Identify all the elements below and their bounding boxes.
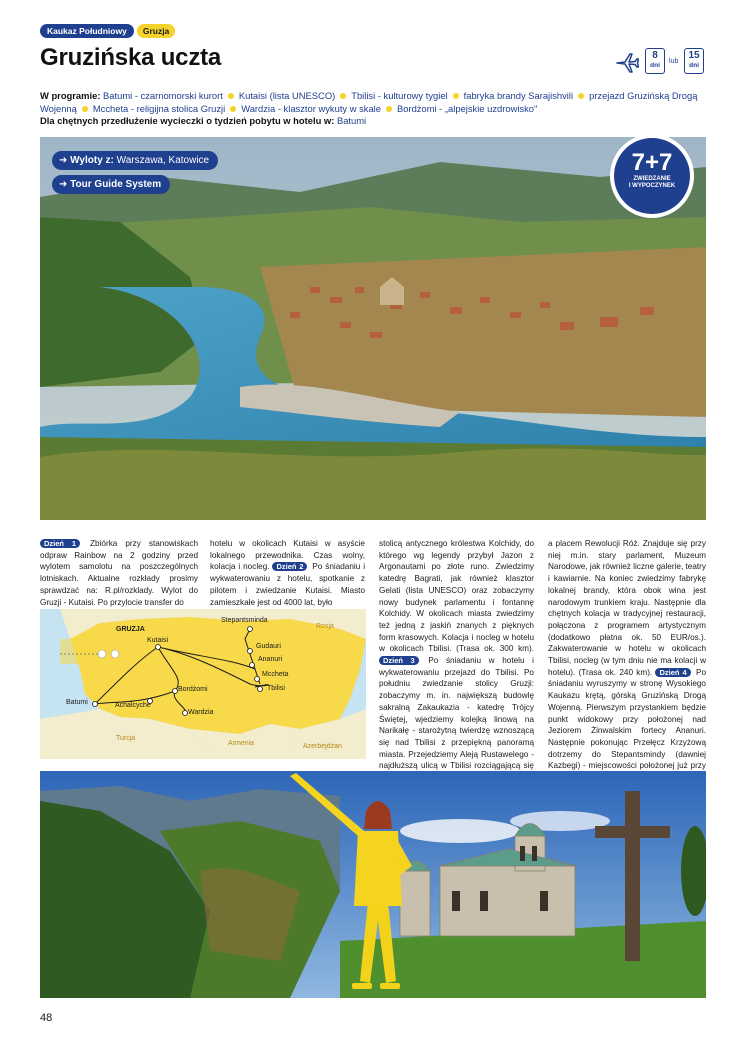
extension-place: Batumi <box>336 115 367 126</box>
programme-item: Bordżomi - „alpejskie uzdrowisko" <box>396 102 538 114</box>
map-neighbour-label: Turcja <box>116 735 136 742</box>
arrow-right-icon: ➜ <box>59 155 71 166</box>
page-number: 48 <box>40 1012 53 1024</box>
bullet-dot-icon <box>386 106 392 112</box>
map-neighbour-label: Armenia <box>228 740 255 747</box>
day-4-text: Po śniadaniu wyruszymy w stronę Wysokiego Kaukazu krętą, górską Gruzińską Drogą Wojenną. Pierwszym przystankiem będzie punkt widokowy przy położonej nad Jeziorem Żinwalskim fortecy Ananuri. Następnie pokonując Przełęcz Krzyżową dotrzemy do Stepantsmindy (dawniej Kazbegi) - miejscowości położonej już przy <box>548 667 706 771</box>
map-city-label: Ananuri <box>258 656 283 663</box>
day-1-label: Dzień 1 <box>40 539 80 548</box>
extension-text: Dla chętnych przedłużenie wycieczki o tydzień pobytu w hotelu w: <box>40 115 335 126</box>
bottom-photo-bagrati <box>40 771 706 998</box>
map-city-label: Batumi <box>66 699 88 706</box>
column-4-continued: a placem Rewolucji Róż. Znajduje się przy niej m.in. stary parlament, Muzeum Narodowe, jak również liczne galerie, teatry i kawiarnie. Na koniec zwiedzimy fabrykę lokalnej brandy, która obok wina jest narodowym trunkiem kraju. Następnie dla chętnych kolacja w tradycyjnej restauracji, połączona z programem artystycznym (dodatkowo płatna ok. 50 EUR/os.). Zakwaterowanie w hotelu w okolicach Tbilisi, nocleg (w tym dniu nie ma kolacji w hotelu). (Trasa ok. 240 km). <box>548 539 706 677</box>
map-city-label: Wardzia <box>188 709 214 716</box>
day-3-text: Po śniadaniu w hotelu i wykwaterowaniu przejazd do Tbilisi. Po południu zwiedzanie stolicy Gruzji: zobaczymy m. in. największą budowlę sakralną Zakaukazia - katedrę Trójcy Świętej, wjedziemy kolejką linową na Narikałę - starożytną twierdzę wznoszącą się nad Tbilisi z przepiękną panoramą miasta. Przejedziemy Aleją Rustawelego - najdłuższą ulicą w Tbilisi rozciągającą się <box>379 656 534 771</box>
day-4-label: Dzień 4 <box>655 668 690 677</box>
map-neighbour-label: Azerbejdżan <box>303 743 342 750</box>
airplane-icon <box>615 51 639 73</box>
duration-15-days-badge: 15 dni <box>684 48 704 74</box>
bullet-dot-icon <box>230 106 236 112</box>
bullet-dot-icon <box>228 93 234 99</box>
hero-photo-mtskheta <box>40 137 706 520</box>
duration-8-days-badge: 8 dni <box>645 48 665 74</box>
map-city-label: Bordżomi <box>178 686 208 693</box>
text-column-4 <box>548 538 706 784</box>
arrow-right-icon: ➜ <box>59 179 71 190</box>
day-1-text: Zbiórka przy stanowiskach odpraw Rainbow na 2 godziny przed wylotem samolotu na poszczególnych lotniskach. Aktualne rozkłady prosimy sprawdzać na: R.pl/rozklady. Wylot do Gruzji - Kutaisi. Po przylocie transfer do <box>40 539 199 607</box>
map-city-label: Kutaisi <box>147 637 169 644</box>
text-column-3 <box>379 538 534 784</box>
map-neighbour-label: Rosja <box>316 623 334 630</box>
duration-or-label: lub <box>669 58 679 65</box>
badge-line-2: I WYPOCZYNEK <box>628 183 676 189</box>
programme-item: Batumi - czarnomorski kurort <box>103 90 223 101</box>
map-city-label: Tbilisi <box>267 685 285 692</box>
page-title: Gruzińska uczta <box>40 44 222 71</box>
map-city-label: Gudauri <box>256 643 281 650</box>
column-3-continued: stolicą antycznego królestwa Kolchidy, do którego wg legendy przybył Jazon z Argonautami po złote runo. Zwiedzimy katedrę Bagrati, jak również klasztor Gelati (lista UNESCO) oraz zobaczymy nowy budynek parlamentu i fontannę Kolchidy. W okolicach miasta zwiedzimy też jedną z jaskiń znanych z pięknych form krasowych. Kolacja i nocleg w hotelu w okolicach Tbilisi. (Trasa ok. 300 km). <box>379 539 534 654</box>
bullet-dot-icon <box>453 93 459 99</box>
map-country-label: GRUZJA <box>116 626 145 633</box>
day-3-label: Dzień 3 <box>379 656 419 665</box>
programme-item: Tbilisi - kulturowy tygiel <box>351 90 448 101</box>
programme-item: Wardzia - klasztor wykuty w skale <box>241 102 381 114</box>
tour-type-badge <box>610 134 694 218</box>
day-2-label: Dzień 2 <box>272 562 307 571</box>
bullet-dot-icon <box>578 93 584 99</box>
country-tag[interactable]: Gruzja <box>137 24 175 38</box>
bullet-dot-icon <box>340 93 346 99</box>
programme-item: fabryka brandy Sarajishvili <box>463 90 574 101</box>
map-drawing <box>40 609 366 759</box>
programme-summary <box>40 90 708 128</box>
text-column-1 <box>40 538 198 608</box>
badge-line-1: ZWIEDZANIE <box>633 176 671 182</box>
programme-label: W programie: <box>40 90 101 101</box>
text-column-2 <box>210 538 365 608</box>
map-city-label: Achalcyche <box>115 702 151 709</box>
programme-item: Kutaisi (lista UNESCO) <box>238 90 336 101</box>
breadcrumb-tags <box>40 24 175 38</box>
route-map <box>40 609 366 759</box>
badge-number: 7+7 <box>631 149 673 176</box>
tour-guide-pill[interactable]: ➜ Tour Guide System <box>52 175 170 194</box>
programme-item: Mccheta - religijna stolica Gruzji <box>92 102 226 114</box>
column-2-continued: hotelu w okolicach Kutaisi w asyście lokalnego przewodnika. Czas wolny, kolacja i nocleg. <box>210 539 365 572</box>
flights-pill[interactable]: ➜ Wyloty z: Warszawa, Katowice <box>52 151 218 170</box>
bullet-dot-icon <box>82 106 88 112</box>
region-tag[interactable]: Kaukaz Południowy <box>40 24 134 38</box>
map-city-label: Stepantsminda <box>221 617 268 624</box>
programme-item: przejazd Gruzińską Drogą Wojenną <box>40 90 698 114</box>
map-city-label: Mccheta <box>262 671 289 678</box>
day-2-text: Po śniadaniu i wykwaterowaniu z hotelu, spotkanie z pilotem i zwiedzanie Kutaisi. Miasto zamieszkałe jest od 4000 lat, było <box>210 562 366 607</box>
